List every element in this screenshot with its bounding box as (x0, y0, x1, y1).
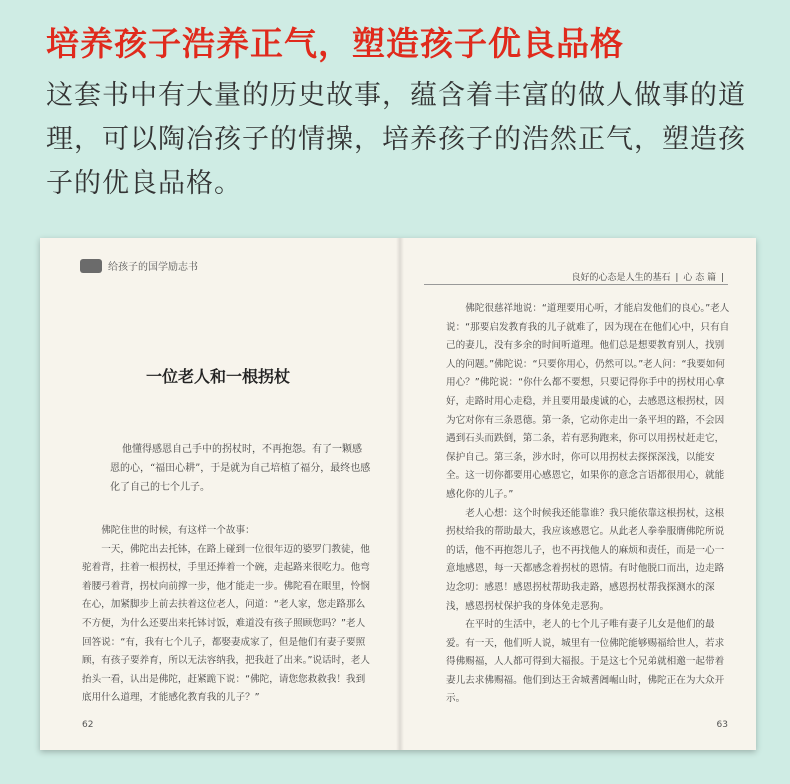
left-page (40, 238, 396, 750)
running-head-title: 良好的心态是人生的基石 (571, 273, 671, 283)
running-head-rule (424, 284, 728, 285)
quote-line: 恩的心，“福田心耕”，于是就为自己培植了福分，最终也感 (110, 463, 371, 474)
paragraph: 佛陀很慈祥地说：“道理要用心听，才能启发他们的良心。”老人说：“那要启发教育我的儿子就难了，因为现在在他们心中，只有自己的妻儿，没有多余的时间听道理。他们总是想要教育别人，找别人的问题。”佛陀说：“只要你用心，仍然可以。”老人问：“我要如何用心？”佛陀说：“你什么都不要想，只要记得你手中的拐杖用心拿好，走路时用心走稳，并且要用最虔诚的心，去感恩这根拐杖，因为它对你有三条恩德。第一条，它动你走出一条平坦的路，不会因遇到石头而跌倒，第二条，若有恶狗跑来，你可以用拐杖赶走它，保护自己。第三条，涉水时，你可以用拐杖去探探深浅，以能安全。这一切你都要用心感恩它，如果你的意念言语都很用心，就能感化你的儿子。” (446, 303, 730, 500)
intro-text: 这套书中有大量的历史故事，蕴含着丰富的做人做事的道理，可以陶冶孩子的情操，培养孩子的浩然正气，塑造孩子的优良品格。 (46, 80, 746, 199)
quote-line: 他懂得感恩自己手中的拐杖时，不再抱怨。有了一颗感 (122, 444, 362, 455)
chapter-quote (102, 440, 372, 497)
brand-header (80, 258, 198, 273)
headline: 培养孩子浩养正气，塑造孩子优良品格 (46, 24, 624, 63)
running-head: 良好的心态是人生的基石 | 心 态 篇 | (571, 273, 724, 283)
running-head-section: 心 态 篇 (683, 273, 717, 283)
paragraph: 佛陀住世的时候，有这样一个故事： (101, 525, 255, 536)
brand-logo-icon (80, 259, 102, 273)
quote-line: 化了自己的七个儿子。 (110, 482, 210, 493)
paragraph: 在平时的生活中，老人的七个儿子唯有妻子儿女是他们的最爱。有一天，他们听人说，城里有一位佛陀能够赐福给世人，若求得佛赐福，人人都可得到大福报。于是这七个兄弟就相邀一起带着妻儿去求佛赐福。他们到达王舍城耆阇崛山时，佛陀正在为大众开示。 (446, 619, 725, 705)
book-spine (396, 238, 404, 750)
right-page (404, 238, 756, 750)
chapter-title: 一位老人和一根拐杖 (145, 367, 290, 386)
page-number-left: 62 (82, 720, 94, 730)
paragraph: 老人心想：这个时候我还能靠谁？我只能依靠这根拐杖，这根拐杖给我的帮助最大，我应该感恩它。从此老人拳拳服膺佛陀所说的话，他不再抱怨儿子，也不再找他人的麻烦和责任，而是一心一意地感恩，每一天都感念着拐杖的恩情。有时他脱口而出，边走路边念叨：感恩！感恩拐杖帮助我走路，感恩拐杖帮我探测水的深浅，感恩拐杖保护我的身体免走恶狗。 (446, 507, 725, 612)
book-spread (40, 238, 756, 750)
page-number-right: 63 (716, 720, 728, 730)
right-body-text (446, 300, 732, 709)
brand-text: 给孩子的国学励志书 (108, 262, 198, 273)
left-body-text (82, 522, 374, 708)
paragraph: 一天，佛陀出去托钵，在路上碰到一位很年迈的婆罗门教徒，他驼着背，拄着一根拐杖，手里还捧着一个碗，走起路来很吃力。他弯着腰弓着背，拐杖向前撑一步，他才能走一步。佛陀看在眼里，怜悯在心，加紧脚步上前去扶着这位老人，问道：“老人家，您走路那么不方便，为什么还要出来托钵讨饭，难道没有孩子照顾您吗？”老人回答说：“有，我有七个儿子，都娶妻成家了，但是他们有妻子要照顾，有孩子要养育，所以无法容纳我，把我赶了出来。”说话时，老人抬头一看，认出是佛陀，赶紧跪下说：“佛陀，请您您救救我！我到底用什么道理，才能感化教育我的儿子？” (82, 543, 370, 704)
